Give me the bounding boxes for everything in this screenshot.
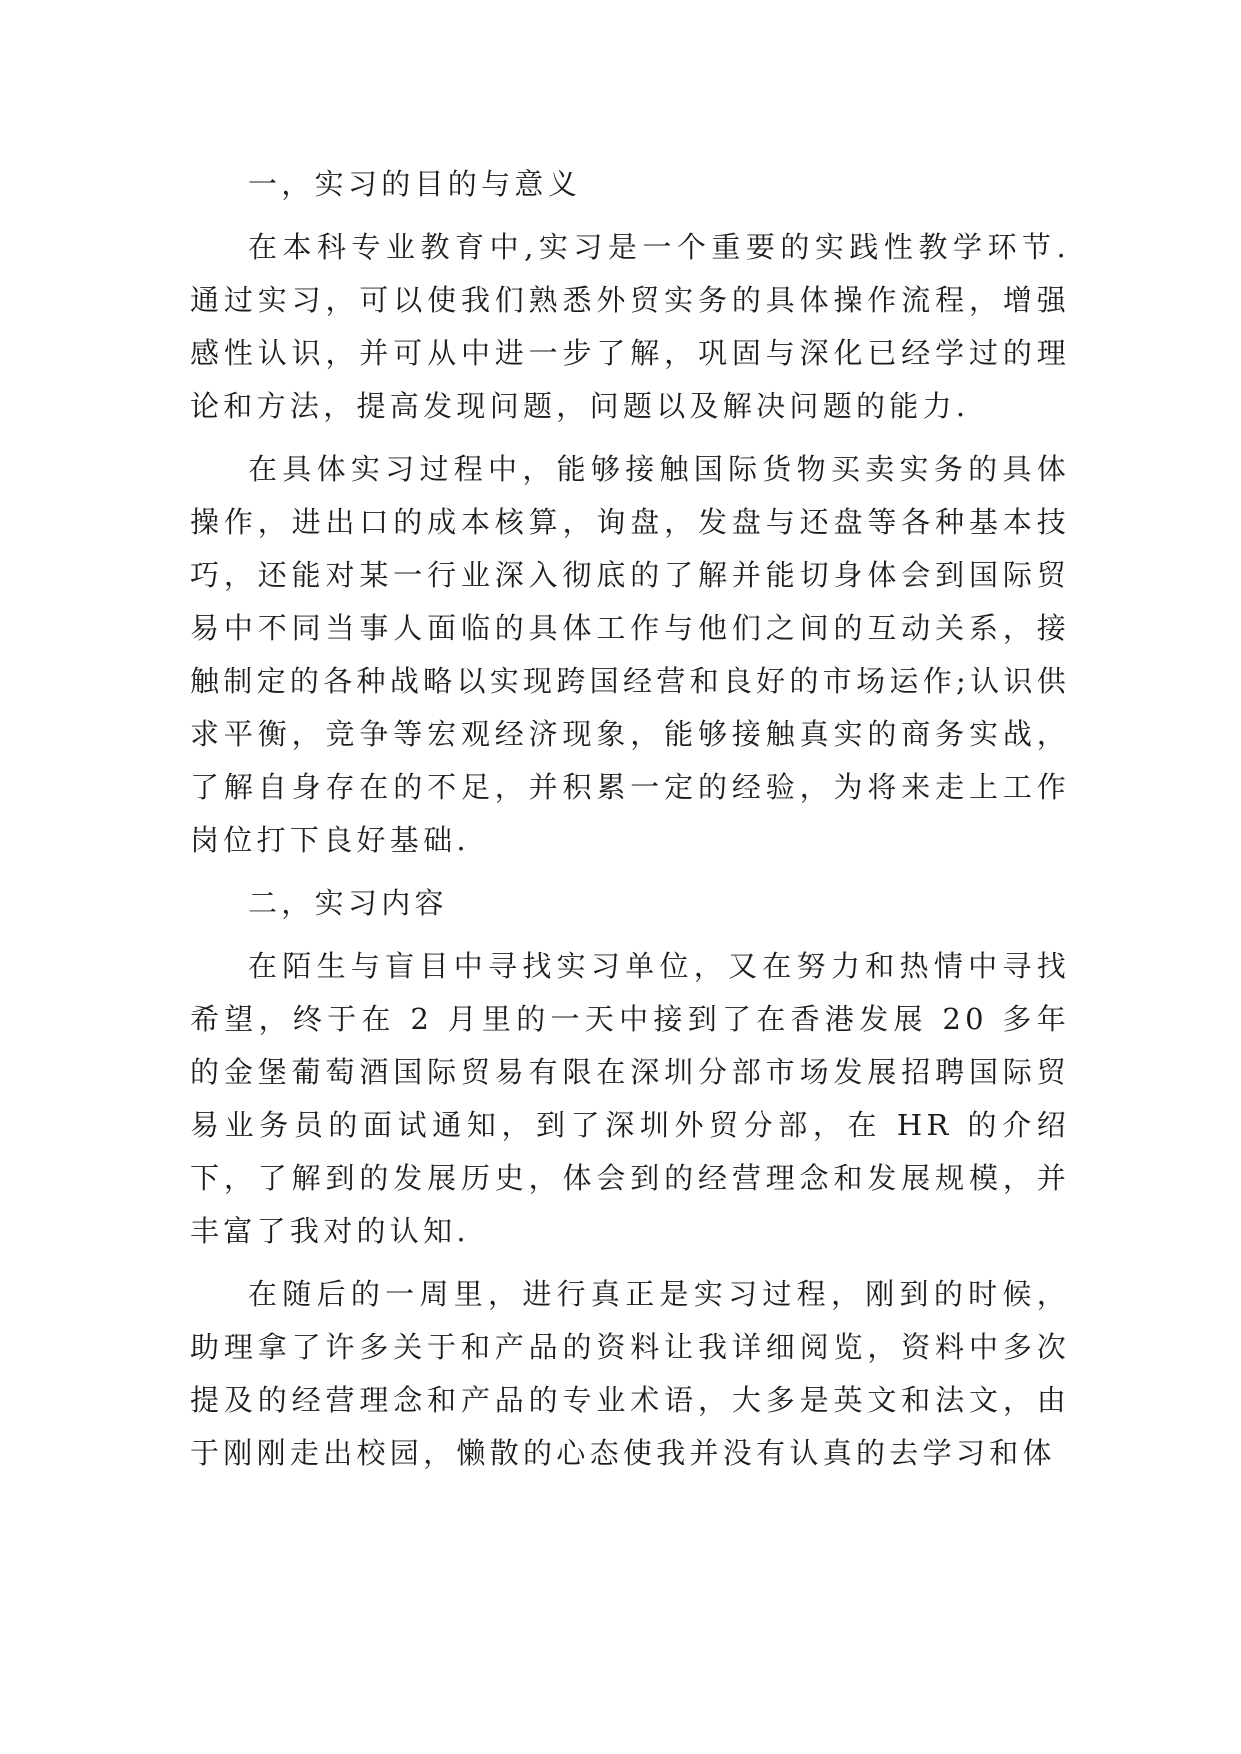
paragraph-purpose-details: 在具体实习过程中，能够接触国际货物买卖实务的具体操作，进出口的成本核算，询盘，发盘与还盘等各种基本技巧，还能对某一行业深入彻底的了解并能切身体会到国际贸易中不同当事人面临的具体工作与他们之间的互动关系，接触制定的各种战略以实现跨国经营和良好的市场运作;认识供求平衡，竞争等宏观经济现象，能够接触真实的商务实战，了解自身存在的不足，并积累一定的经验，为将来走上工作岗位打下良好基础. (190, 452, 1070, 857)
paragraph-purpose-intro: 在本科专业教育中,实习是一个重要的实践性教学环节.通过实习，可以使我们熟悉外贸实务的具体操作流程，增强感性认识，并可从中进一步了解，巩固与深化已经学过的理论和方法，提高发现问题，问题以及解决问题的能力. (190, 230, 1070, 423)
section-heading-content: 二，实习内容 (248, 886, 448, 920)
paragraph-content-first-week: 在随后的一周里，进行真正是实习过程，刚到的时候，助理拿了许多关于和产品的资料让我详细阅览，资料中多次提及的经营理念和产品的专业术语，大多是英文和法文，由于刚刚走出校园，懒散的心态使我并没有认真的去学习和体 (190, 1277, 1070, 1470)
document-body (190, 158, 1070, 1480)
paragraph-content-search: 在陌生与盲目中寻找实习单位，又在努力和热情中寻找希望，终于在 2 月里的一天中接到了在香港发展 20 多年的金堡葡萄酒国际贸易有限在深圳分部市场发展招聘国际贸易业务员的面试通知，到了深圳外贸分部，在 HR 的介绍下，了解到的发展历史，体会到的经营理念和发展规模，并丰富了我对的认知. (190, 949, 1070, 1248)
section-heading-purpose: 一，实习的目的与意义 (248, 167, 582, 201)
